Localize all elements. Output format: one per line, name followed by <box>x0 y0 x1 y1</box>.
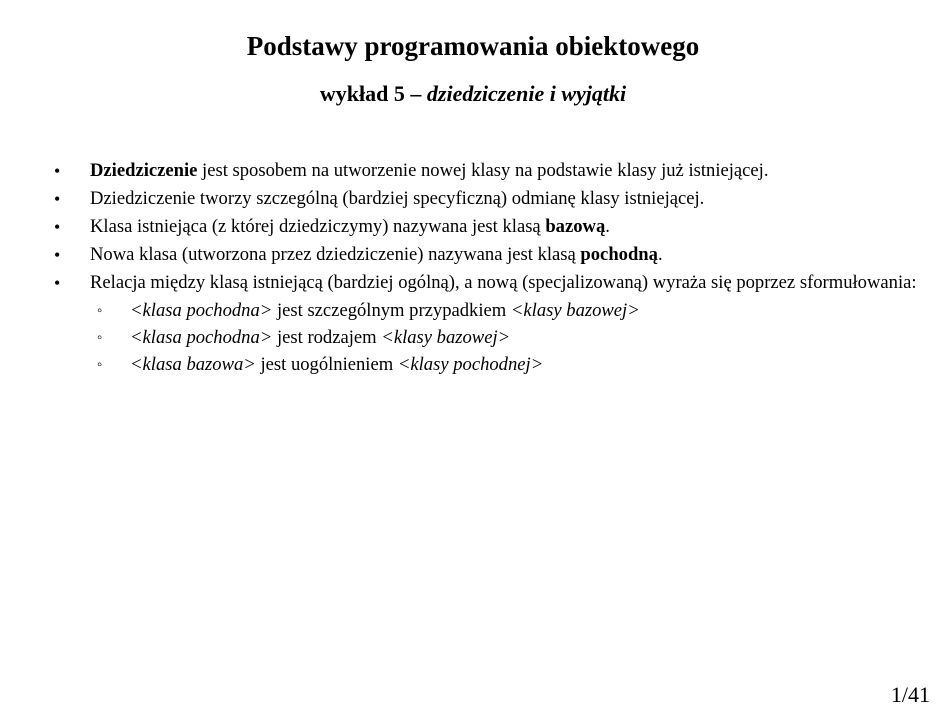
bullet-punctuation: . <box>657 244 663 265</box>
term-pochodna: pochodną <box>580 244 658 265</box>
bullet-marker: • <box>54 189 61 209</box>
bullet-marker: • <box>54 217 61 237</box>
subbullet-text: jest uogólnieniem <box>255 354 398 375</box>
bullet-punctuation: . <box>605 216 610 237</box>
bullet-item-base-class <box>48 216 938 238</box>
subbullet-item-special-case <box>48 300 938 322</box>
subtitle-prefix: wykład 5 – <box>319 81 427 106</box>
subbullet-text: jest szczególnym przypadkiem <box>272 300 511 321</box>
subbullet-item-generalization <box>48 354 938 376</box>
bullet-text: jest sposobem na utworzenie nowej klasy na podstawie klasy już istniejącej. <box>197 160 769 181</box>
bullet-item-specialization <box>48 188 938 210</box>
subbullet-term-b: <klasy bazowej> <box>510 300 640 321</box>
subbullet-term-b: <klasy pochodnej> <box>397 354 544 375</box>
subbullet-text: jest rodzajem <box>272 327 382 348</box>
term-dziedziczenie: Dziedziczenie <box>90 160 198 181</box>
bullet-marker: • <box>54 245 61 265</box>
slide-subtitle <box>0 80 946 108</box>
subbullet-marker: ◦ <box>97 357 103 373</box>
bullet-item-definition <box>48 160 938 182</box>
bullet-text: Dziedziczenie tworzy szczególną (bardziej specyficzną) odmianę klasy istniejącej. <box>90 188 705 209</box>
page-number: 1/41 <box>890 682 930 707</box>
bullet-item-relation <box>48 272 938 294</box>
bullet-text: Klasa istniejąca (z której dziedziczymy) nazywana jest klasą <box>90 216 546 237</box>
subbullet-marker: ◦ <box>97 303 103 319</box>
subbullet-term-a: <klasa bazowa> <box>130 354 256 375</box>
bullet-marker: • <box>54 273 61 293</box>
bullet-item-derived-class <box>48 244 938 266</box>
slide-content <box>48 160 938 381</box>
subbullet-term-b: <klasy bazowej> <box>381 327 511 348</box>
subbullet-term-a: <klasa pochodna> <box>130 300 273 321</box>
bullet-text: Nowa klasa (utworzona przez dziedziczenie) nazywana jest klasą <box>90 244 581 265</box>
bullet-text: Relacja między klasą istniejącą (bardziej ogólną), a nową (specjalizowaną) wyraża się poprzez sformułowania: <box>90 272 917 293</box>
subbullet-term-a: <klasa pochodna> <box>130 327 273 348</box>
bullet-marker: • <box>54 161 61 181</box>
subbullet-marker: ◦ <box>97 330 103 346</box>
term-bazowa: bazową <box>545 216 606 237</box>
subbullet-item-kind-of <box>48 327 938 349</box>
subtitle-topic: dziedziczenie i wyjątki <box>426 81 627 106</box>
slide-title: Podstawy programowania obiektowego <box>246 31 700 61</box>
